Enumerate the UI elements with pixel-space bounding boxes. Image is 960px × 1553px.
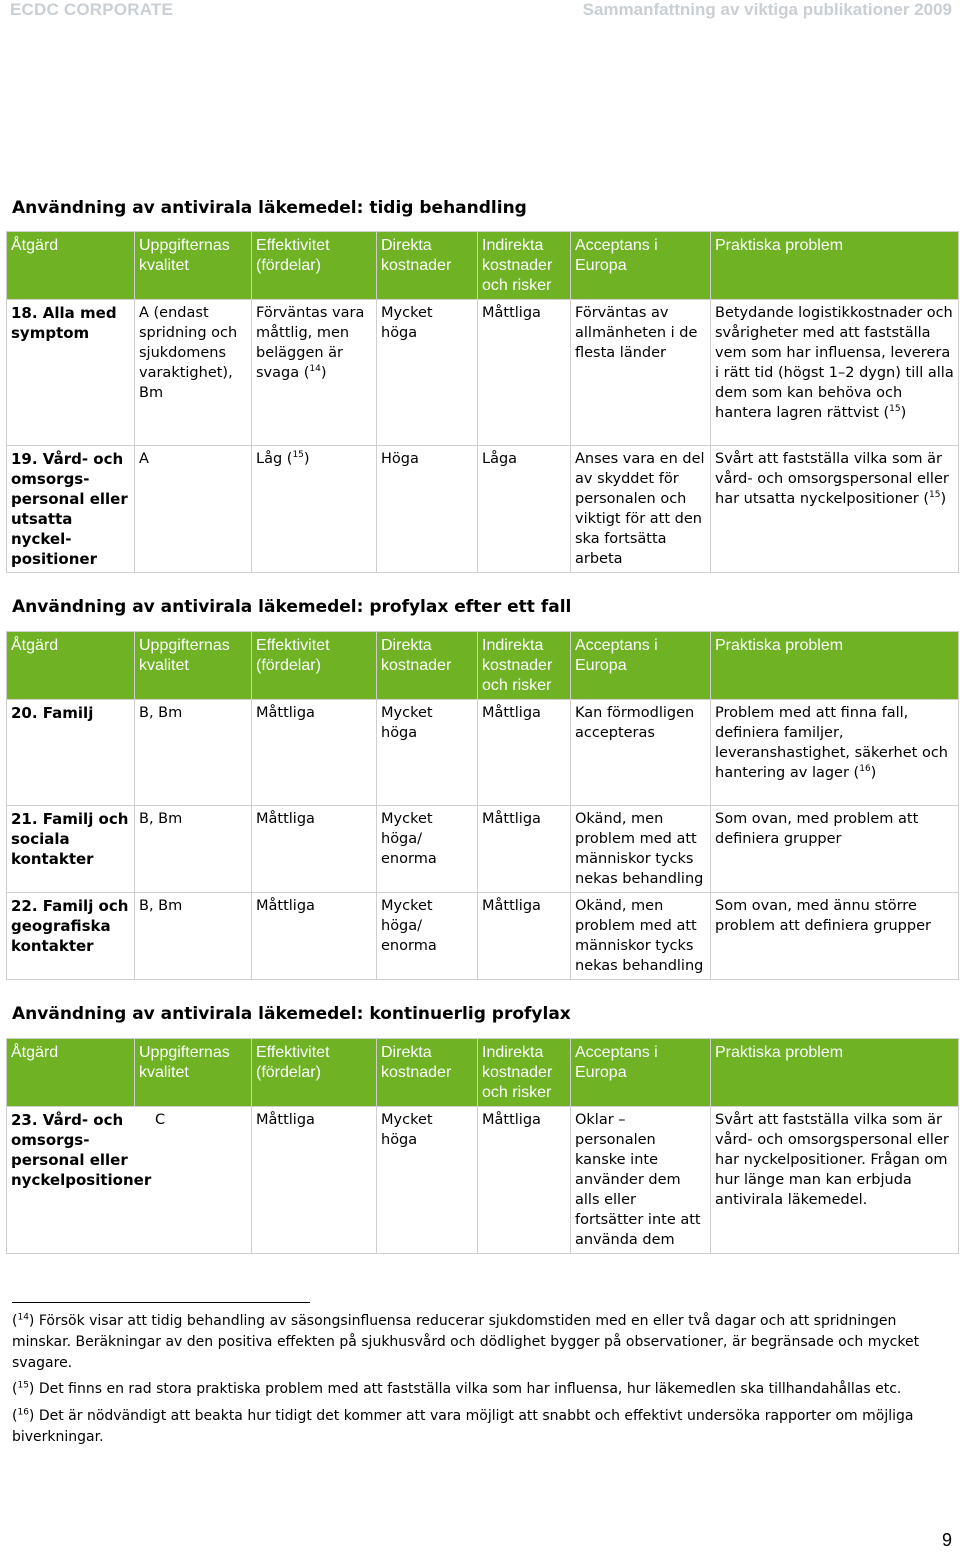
footnote-16: ($^{16}$) Det är nödvändigt att beakta hur tidigt det kommer att vara möjligt att snabbt och effektivt undersöka rapporter om möjliga biverkningar. [12, 1407, 914, 1445]
cell-action: 22. Familj och geografiska kontakter [7, 893, 135, 980]
cell-quality: B, Bm [135, 700, 252, 806]
cell-acceptance: Förväntas av allmänheten i de flesta länder [571, 300, 711, 446]
col-header-problems: Praktiska problem [711, 232, 959, 300]
col-header-effect: Effektivitet (fördelar) [252, 632, 377, 700]
cell-effect: Måttliga [252, 700, 377, 806]
table-post-exposure-prophylaxis [6, 631, 959, 980]
cell-effect: Låg ($^{15}$) [252, 446, 377, 573]
footnote-14: ($^{14}$) Försök visar att tidig behandling av säsongsinfluensa reducerar sjukdomstiden med en eller två dagar och att spridningen minskar. Beräkningar av den positiva effekten på sjukhusvård och dödlighet bygger på observationer, är begränsade och mycket svagare. [12, 1312, 920, 1371]
footnote-ref: 16 [859, 764, 871, 775]
cell-direct-costs: Mycket höga [377, 1107, 478, 1254]
cell-problems: Svårt att fastställa vilka som är vård- och omsorgspersonal eller har nyckelpositioner. Frågan om hur länge man kan erbjuda antivirala läkemedel. [711, 1107, 959, 1254]
col-header-quality: Uppgifternas kvalitet [135, 632, 252, 700]
col-header-effect: Effektivitet (fördelar) [252, 232, 377, 300]
col-header-problems: Praktiska problem [711, 632, 959, 700]
col-header-direct-costs: Direkta kostnader [377, 632, 478, 700]
col-header-direct-costs: Direkta kostnader [377, 1039, 478, 1107]
cell-quality: B, Bm [135, 806, 252, 893]
cell-effect: Måttliga [252, 806, 377, 893]
cell-action: 18. Alla med symptom [7, 300, 135, 446]
col-header-acceptance: Acceptans i Europa [571, 632, 711, 700]
cell-indirect-costs: Måttliga [478, 893, 571, 980]
cell-action: 23. Vård- och omsorgs-personal eller nyckelpositioner C [7, 1107, 252, 1254]
cell-problems: Som ovan, med problem att definiera grupper [711, 806, 959, 893]
table-row [7, 1107, 959, 1254]
col-header-problems: Praktiska problem [711, 1039, 959, 1107]
table-row [7, 893, 959, 980]
cell-acceptance: Oklar – personalen kanske inte använder dem alls eller fortsätter inte att använda dem [571, 1107, 711, 1254]
cell-indirect-costs: Låga [478, 446, 571, 573]
cell-acceptance: Anses vara en del av skyddet för personalen och viktigt för att den ska fortsätta arbeta [571, 446, 711, 573]
footnote-ref: 14 [309, 364, 321, 375]
cell-acceptance: Okänd, men problem med att människor tycks nekas behandling [571, 806, 711, 893]
cell-problems: Problem med att finna fall, definiera familjer, leveranshastighet, säkerhet och hantering av lager ($^{16}$) [711, 700, 959, 806]
col-header-quality: Uppgifternas kvalitet [135, 1039, 252, 1107]
footnote-ref: 15 [889, 404, 901, 415]
cell-action: 21. Familj och sociala kontakter [7, 806, 135, 893]
footnote-divider [12, 1302, 310, 1303]
cell-acceptance: Kan förmodligen accepteras [571, 700, 711, 806]
col-header-acceptance: Acceptans i Europa [571, 232, 711, 300]
cell-direct-costs: Mycket höga [377, 700, 478, 806]
col-header-quality: Uppgifternas kvalitet [135, 232, 252, 300]
section-title-early-treatment: Användning av antivirala läkemedel: tidig behandling [12, 198, 527, 218]
table-row [7, 300, 959, 446]
cell-quality: A (endast spridning och sjukdomens varaktighet), Bm [135, 300, 252, 446]
table-early-treatment [6, 231, 959, 573]
col-header-acceptance: Acceptans i Europa [571, 1039, 711, 1107]
cell-effect: Måttliga [252, 1107, 377, 1254]
cell-indirect-costs: Måttliga [478, 806, 571, 893]
cell-effect: Måttliga [252, 893, 377, 980]
table-row [7, 700, 959, 806]
cell-action: 19. Vård- och omsorgs-personal eller utsatta nyckel-positioner [7, 446, 135, 573]
cell-acceptance: Okänd, men problem med att människor tycks nekas behandling [571, 893, 711, 980]
cell-direct-costs: Mycket höga [377, 300, 478, 446]
page-number: 9 [941, 1530, 952, 1550]
table-header-row [7, 632, 959, 700]
header-publication-title: Sammanfattning av viktiga publikationer 2009 [582, 0, 952, 19]
footnote-ref: 15 [292, 450, 304, 461]
cell-direct-costs: Mycket höga/ enorma [377, 806, 478, 893]
col-header-indirect-costs: Indirekta kostnader och risker [478, 1039, 571, 1107]
col-header-action: Åtgärd [7, 632, 135, 700]
cell-action: 20. Familj [7, 700, 135, 806]
table-row [7, 806, 959, 893]
cell-effect: Förväntas vara måttlig, men beläggen är svaga ($^{14}$) [252, 300, 377, 446]
cell-problems: Svårt att fastställa vilka som är vård- och omsorgspersonal eller har utsatta nyckelpositioner ($^{15}$) [711, 446, 959, 573]
section-title-post-exposure-prophylaxis: Användning av antivirala läkemedel: profylax efter ett fall [12, 597, 572, 617]
col-header-indirect-costs: Indirekta kostnader och risker [478, 632, 571, 700]
footnote-ref: 15 [928, 490, 941, 501]
footnote-15: ($^{15}$) Det finns en rad stora praktiska problem med att fastställa vilka som har influensa, hur läkemedlen ska tillhandahållas etc. [12, 1380, 902, 1397]
section-title-continuous-prophylaxis: Användning av antivirala läkemedel: kontinuerlig profylax [12, 1004, 571, 1024]
cell-indirect-costs: Måttliga [478, 700, 571, 806]
table-continuous-prophylaxis [6, 1038, 959, 1254]
table-header-row [7, 1039, 959, 1107]
cell-problems: Som ovan, med ännu större problem att definiera grupper [711, 893, 959, 980]
cell-indirect-costs: Måttliga [478, 1107, 571, 1254]
cell-indirect-costs: Måttliga [478, 300, 571, 446]
cell-direct-costs: Höga [377, 446, 478, 573]
col-header-action: Åtgärd [7, 1039, 135, 1107]
table-row [7, 446, 959, 573]
table-header-row [7, 232, 959, 300]
cell-quality: C [155, 1112, 166, 1128]
col-header-direct-costs: Direkta kostnader [377, 232, 478, 300]
cell-problems: Betydande logistikkostnader och svårigheter med att fastställa vem som har influensa, leverera i rätt tid (högst 1–2 dygn) till alla dem som kan behöva och hantera lagren rättvist ($^{15}$) [711, 300, 959, 446]
cell-direct-costs: Mycket höga/ enorma [377, 893, 478, 980]
col-header-indirect-costs: Indirekta kostnader och risker [478, 232, 571, 300]
cell-quality: B, Bm [135, 893, 252, 980]
cell-quality: A [135, 446, 252, 573]
col-header-effect: Effektivitet (fördelar) [252, 1039, 377, 1107]
header-brand: ECDC CORPORATE [10, 0, 174, 19]
col-header-action: Åtgärd [7, 232, 135, 300]
